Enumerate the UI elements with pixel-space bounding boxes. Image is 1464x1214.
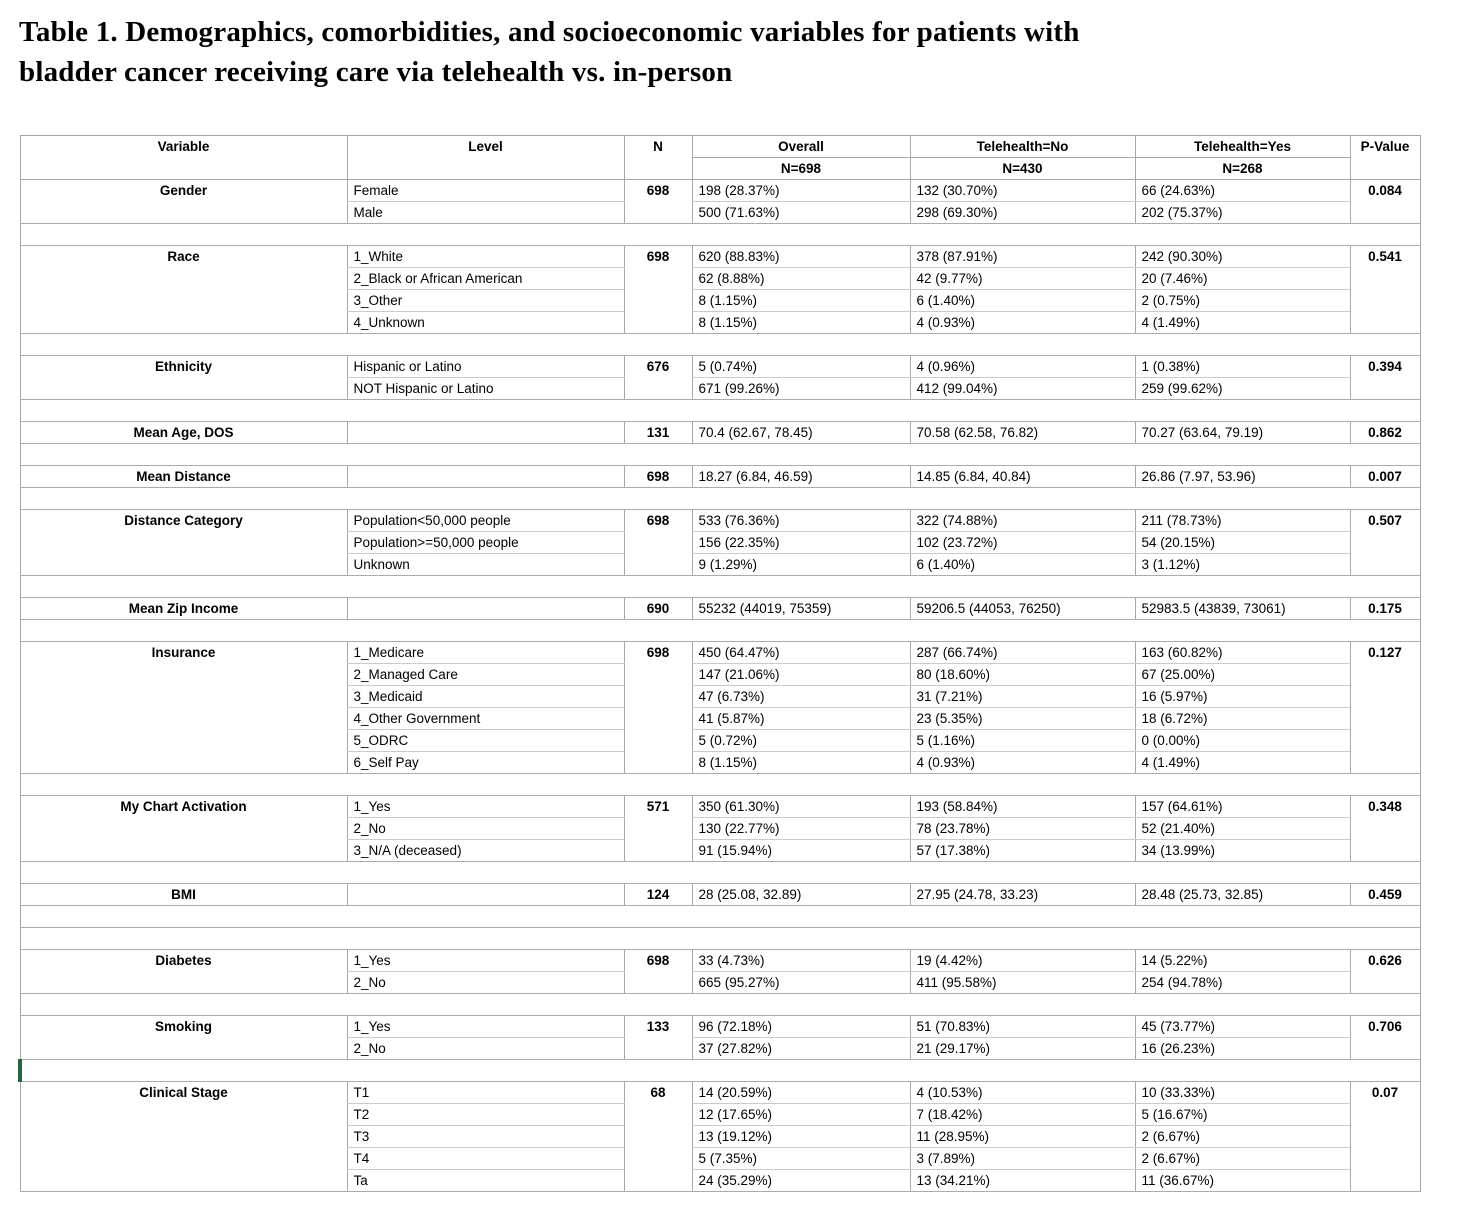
level-cell: 2_Managed Care xyxy=(347,664,624,686)
telehealth-yes-cell: 1 (0.38%) xyxy=(1135,356,1350,378)
overall-cell: 671 (99.26%) xyxy=(692,378,910,400)
telehealth-no-cell: 4 (0.96%) xyxy=(910,356,1135,378)
telehealth-yes-cell: 34 (13.99%) xyxy=(1135,840,1350,862)
p-value-cell: 0.084 xyxy=(1350,180,1420,224)
overall-cell: 70.4 (62.67, 78.45) xyxy=(692,422,910,444)
overall-cell: 130 (22.77%) xyxy=(692,818,910,840)
spacer-cell xyxy=(20,906,1420,928)
table-title-line1: Table 1. Demographics, comorbidities, and socioeconomic variables for patients with xyxy=(19,16,1080,48)
n-cell: 676 xyxy=(624,356,692,400)
header-level: Level xyxy=(347,136,624,180)
overall-cell: 198 (28.37%) xyxy=(692,180,910,202)
telehealth-no-cell: 6 (1.40%) xyxy=(910,554,1135,576)
overall-cell: 91 (15.94%) xyxy=(692,840,910,862)
telehealth-yes-cell: 2 (6.67%) xyxy=(1135,1126,1350,1148)
table-row xyxy=(20,796,1420,818)
overall-cell: 33 (4.73%) xyxy=(692,950,910,972)
telehealth-yes-cell: 45 (73.77%) xyxy=(1135,1016,1350,1038)
spacer-cell xyxy=(20,576,1420,598)
n-cell: 698 xyxy=(624,466,692,488)
spacer-cell xyxy=(20,862,1420,884)
variable-cell: Mean Zip Income xyxy=(20,598,347,620)
telehealth-no-cell: 411 (95.58%) xyxy=(910,972,1135,994)
spacer-cell xyxy=(20,224,1420,246)
variable-cell: Smoking xyxy=(20,1016,347,1060)
level-cell: 2_No xyxy=(347,1038,624,1060)
telehealth-no-cell: 132 (30.70%) xyxy=(910,180,1135,202)
table-row xyxy=(20,422,1420,444)
telehealth-yes-cell: 52 (21.40%) xyxy=(1135,818,1350,840)
spacer-cell xyxy=(20,400,1420,422)
telehealth-no-cell: 57 (17.38%) xyxy=(910,840,1135,862)
level-cell: T1 xyxy=(347,1082,624,1104)
telehealth-yes-cell: 10 (33.33%) xyxy=(1135,1082,1350,1104)
telehealth-no-cell: 298 (69.30%) xyxy=(910,202,1135,224)
p-value-cell: 0.862 xyxy=(1350,422,1420,444)
variable-cell: My Chart Activation xyxy=(20,796,347,862)
telehealth-yes-cell: 2 (6.67%) xyxy=(1135,1148,1350,1170)
p-value-cell: 0.175 xyxy=(1350,598,1420,620)
telehealth-yes-cell: 5 (16.67%) xyxy=(1135,1104,1350,1126)
spacer-cell xyxy=(20,444,1420,466)
table-row xyxy=(20,356,1420,378)
overall-cell: 147 (21.06%) xyxy=(692,664,910,686)
level-cell: 1_Yes xyxy=(347,1016,624,1038)
variable-cell: Ethnicity xyxy=(20,356,347,400)
level-cell: 2_No xyxy=(347,818,624,840)
telehealth-yes-cell: 54 (20.15%) xyxy=(1135,532,1350,554)
p-value-cell: 0.706 xyxy=(1350,1016,1420,1060)
n-cell: 571 xyxy=(624,796,692,862)
table-body xyxy=(20,180,1420,1192)
header-telehealth-no: Telehealth=No xyxy=(910,136,1135,158)
telehealth-no-cell: 287 (66.74%) xyxy=(910,642,1135,664)
demographics-table xyxy=(18,135,1421,1192)
variable-cell: Clinical Stage xyxy=(20,1082,347,1192)
overall-cell: 37 (27.82%) xyxy=(692,1038,910,1060)
telehealth-no-cell: 5 (1.16%) xyxy=(910,730,1135,752)
telehealth-yes-cell: 11 (36.67%) xyxy=(1135,1170,1350,1192)
telehealth-yes-cell: 202 (75.37%) xyxy=(1135,202,1350,224)
table-row xyxy=(20,884,1420,906)
table-title-line2: bladder cancer receiving care via telehealth vs. in-person xyxy=(19,56,733,88)
variable-cell: Race xyxy=(20,246,347,334)
overall-cell: 500 (71.63%) xyxy=(692,202,910,224)
header-telehealth-yes: Telehealth=Yes xyxy=(1135,136,1350,158)
telehealth-yes-cell: 2 (0.75%) xyxy=(1135,290,1350,312)
n-cell: 124 xyxy=(624,884,692,906)
spacer-row xyxy=(20,906,1420,928)
spacer-cell xyxy=(20,334,1420,356)
spacer-row xyxy=(20,488,1420,510)
telehealth-yes-cell: 20 (7.46%) xyxy=(1135,268,1350,290)
p-value-cell: 0.626 xyxy=(1350,950,1420,994)
level-cell xyxy=(347,466,624,488)
n-cell: 131 xyxy=(624,422,692,444)
telehealth-no-cell: 78 (23.78%) xyxy=(910,818,1135,840)
spacer-cell xyxy=(20,994,1420,1016)
telehealth-no-cell: 27.95 (24.78, 33.23) xyxy=(910,884,1135,906)
telehealth-yes-cell: 18 (6.72%) xyxy=(1135,708,1350,730)
level-cell: 6_Self Pay xyxy=(347,752,624,774)
level-cell: NOT Hispanic or Latino xyxy=(347,378,624,400)
overall-cell: 18.27 (6.84, 46.59) xyxy=(692,466,910,488)
spacer-cell xyxy=(20,620,1420,642)
overall-cell: 156 (22.35%) xyxy=(692,532,910,554)
telehealth-no-cell: 42 (9.77%) xyxy=(910,268,1135,290)
telehealth-yes-cell: 16 (26.23%) xyxy=(1135,1038,1350,1060)
n-cell: 698 xyxy=(624,180,692,224)
table-title xyxy=(19,12,1464,92)
level-cell xyxy=(347,884,624,906)
telehealth-yes-cell: 157 (64.61%) xyxy=(1135,796,1350,818)
spacer-cell xyxy=(20,928,1420,950)
level-cell: T2 xyxy=(347,1104,624,1126)
level-cell: Hispanic or Latino xyxy=(347,356,624,378)
telehealth-no-cell: 51 (70.83%) xyxy=(910,1016,1135,1038)
telehealth-no-cell: 193 (58.84%) xyxy=(910,796,1135,818)
overall-cell: 12 (17.65%) xyxy=(692,1104,910,1126)
level-cell: 4_Unknown xyxy=(347,312,624,334)
telehealth-yes-cell: 259 (99.62%) xyxy=(1135,378,1350,400)
telehealth-no-cell: 4 (0.93%) xyxy=(910,312,1135,334)
telehealth-yes-cell: 66 (24.63%) xyxy=(1135,180,1350,202)
telehealth-no-cell: 23 (5.35%) xyxy=(910,708,1135,730)
spacer-row xyxy=(20,1060,1420,1082)
table-row xyxy=(20,598,1420,620)
level-cell: Ta xyxy=(347,1170,624,1192)
header-variable: Variable xyxy=(20,136,347,180)
table-row xyxy=(20,466,1420,488)
p-value-cell: 0.507 xyxy=(1350,510,1420,576)
n-cell: 133 xyxy=(624,1016,692,1060)
overall-cell: 9 (1.29%) xyxy=(692,554,910,576)
overall-cell: 24 (35.29%) xyxy=(692,1170,910,1192)
table-row xyxy=(20,1016,1420,1038)
telehealth-yes-cell: 254 (94.78%) xyxy=(1135,972,1350,994)
overall-cell: 665 (95.27%) xyxy=(692,972,910,994)
telehealth-no-cell: 14.85 (6.84, 40.84) xyxy=(910,466,1135,488)
p-value-cell: 0.07 xyxy=(1350,1082,1420,1192)
telehealth-yes-cell: 70.27 (63.64, 79.19) xyxy=(1135,422,1350,444)
telehealth-no-cell: 3 (7.89%) xyxy=(910,1148,1135,1170)
overall-cell: 5 (0.74%) xyxy=(692,356,910,378)
telehealth-no-cell: 322 (74.88%) xyxy=(910,510,1135,532)
n-cell: 698 xyxy=(624,510,692,576)
telehealth-no-cell: 11 (28.95%) xyxy=(910,1126,1135,1148)
spacer-row xyxy=(20,862,1420,884)
n-cell: 68 xyxy=(624,1082,692,1192)
table-row xyxy=(20,180,1420,202)
spacer-row xyxy=(20,928,1420,950)
overall-cell: 5 (7.35%) xyxy=(692,1148,910,1170)
table-row xyxy=(20,950,1420,972)
table-row xyxy=(20,1082,1420,1104)
n-cell: 698 xyxy=(624,642,692,774)
overall-cell: 350 (61.30%) xyxy=(692,796,910,818)
level-cell: 5_ODRC xyxy=(347,730,624,752)
spacer-row xyxy=(20,576,1420,598)
telehealth-yes-cell: 16 (5.97%) xyxy=(1135,686,1350,708)
telehealth-no-cell: 102 (23.72%) xyxy=(910,532,1135,554)
level-cell xyxy=(347,598,624,620)
table-row xyxy=(20,510,1420,532)
header-n: N xyxy=(624,136,692,180)
telehealth-no-cell: 80 (18.60%) xyxy=(910,664,1135,686)
telehealth-yes-cell: 26.86 (7.97, 53.96) xyxy=(1135,466,1350,488)
telehealth-yes-cell: 4 (1.49%) xyxy=(1135,752,1350,774)
variable-cell: Gender xyxy=(20,180,347,224)
spacer-row xyxy=(20,400,1420,422)
spacer-row xyxy=(20,994,1420,1016)
header-overall: Overall xyxy=(692,136,910,158)
table-header xyxy=(20,136,1420,180)
overall-cell: 47 (6.73%) xyxy=(692,686,910,708)
overall-cell: 41 (5.87%) xyxy=(692,708,910,730)
level-cell: T4 xyxy=(347,1148,624,1170)
overall-cell: 5 (0.72%) xyxy=(692,730,910,752)
overall-cell: 13 (19.12%) xyxy=(692,1126,910,1148)
overall-cell: 14 (20.59%) xyxy=(692,1082,910,1104)
p-value-cell: 0.541 xyxy=(1350,246,1420,334)
telehealth-yes-cell: 28.48 (25.73, 32.85) xyxy=(1135,884,1350,906)
telehealth-no-cell: 59206.5 (44053, 76250) xyxy=(910,598,1135,620)
telehealth-no-cell: 7 (18.42%) xyxy=(910,1104,1135,1126)
spacer-row xyxy=(20,620,1420,642)
header-p-value: P-Value xyxy=(1350,136,1420,180)
variable-cell: Insurance xyxy=(20,642,347,774)
telehealth-yes-cell: 67 (25.00%) xyxy=(1135,664,1350,686)
level-cell: Population<50,000 people xyxy=(347,510,624,532)
telehealth-yes-cell: 14 (5.22%) xyxy=(1135,950,1350,972)
telehealth-yes-cell: 52983.5 (43839, 73061) xyxy=(1135,598,1350,620)
level-cell: Population>=50,000 people xyxy=(347,532,624,554)
level-cell: 1_Yes xyxy=(347,950,624,972)
level-cell: 2_No xyxy=(347,972,624,994)
level-cell: 1_Medicare xyxy=(347,642,624,664)
telehealth-yes-cell: 0 (0.00%) xyxy=(1135,730,1350,752)
telehealth-no-cell: 21 (29.17%) xyxy=(910,1038,1135,1060)
n-cell: 698 xyxy=(624,950,692,994)
overall-cell: 450 (64.47%) xyxy=(692,642,910,664)
level-cell: Female xyxy=(347,180,624,202)
variable-cell: Mean Distance xyxy=(20,466,347,488)
p-value-cell: 0.127 xyxy=(1350,642,1420,774)
header-row-1 xyxy=(20,136,1420,158)
level-cell: 4_Other Government xyxy=(347,708,624,730)
level-cell: 3_Medicaid xyxy=(347,686,624,708)
overall-cell: 28 (25.08, 32.89) xyxy=(692,884,910,906)
p-value-cell: 0.348 xyxy=(1350,796,1420,862)
p-value-cell: 0.394 xyxy=(1350,356,1420,400)
spacer-row xyxy=(20,224,1420,246)
overall-cell: 55232 (44019, 75359) xyxy=(692,598,910,620)
level-cell: 1_Yes xyxy=(347,796,624,818)
telehealth-no-cell: 31 (7.21%) xyxy=(910,686,1135,708)
telehealth-no-cell: 378 (87.91%) xyxy=(910,246,1135,268)
p-value-cell: 0.007 xyxy=(1350,466,1420,488)
variable-cell: Mean Age, DOS xyxy=(20,422,347,444)
header-telehealth-yes-n: N=268 xyxy=(1135,158,1350,180)
header-overall-n: N=698 xyxy=(692,158,910,180)
n-cell: 698 xyxy=(624,246,692,334)
n-cell: 690 xyxy=(624,598,692,620)
telehealth-no-cell: 70.58 (62.58, 76.82) xyxy=(910,422,1135,444)
level-cell: Unknown xyxy=(347,554,624,576)
telehealth-no-cell: 4 (10.53%) xyxy=(910,1082,1135,1104)
telehealth-yes-cell: 242 (90.30%) xyxy=(1135,246,1350,268)
overall-cell: 533 (76.36%) xyxy=(692,510,910,532)
overall-cell: 8 (1.15%) xyxy=(692,312,910,334)
spacer-row xyxy=(20,444,1420,466)
spacer-row xyxy=(20,774,1420,796)
level-cell xyxy=(347,422,624,444)
overall-cell: 8 (1.15%) xyxy=(692,290,910,312)
overall-cell: 96 (72.18%) xyxy=(692,1016,910,1038)
telehealth-no-cell: 412 (99.04%) xyxy=(910,378,1135,400)
spacer-cell xyxy=(20,774,1420,796)
variable-cell: Distance Category xyxy=(20,510,347,576)
variable-cell: BMI xyxy=(20,884,347,906)
header-telehealth-no-n: N=430 xyxy=(910,158,1135,180)
spacer-cell xyxy=(20,488,1420,510)
overall-cell: 8 (1.15%) xyxy=(692,752,910,774)
spacer-row xyxy=(20,334,1420,356)
level-cell: Male xyxy=(347,202,624,224)
table-row xyxy=(20,642,1420,664)
level-cell: 2_Black or African American xyxy=(347,268,624,290)
level-cell: T3 xyxy=(347,1126,624,1148)
telehealth-no-cell: 19 (4.42%) xyxy=(910,950,1135,972)
telehealth-yes-cell: 4 (1.49%) xyxy=(1135,312,1350,334)
level-cell: 1_White xyxy=(347,246,624,268)
level-cell: 3_Other xyxy=(347,290,624,312)
telehealth-yes-cell: 211 (78.73%) xyxy=(1135,510,1350,532)
telehealth-yes-cell: 3 (1.12%) xyxy=(1135,554,1350,576)
telehealth-no-cell: 13 (34.21%) xyxy=(910,1170,1135,1192)
variable-cell: Diabetes xyxy=(20,950,347,994)
telehealth-yes-cell: 163 (60.82%) xyxy=(1135,642,1350,664)
overall-cell: 62 (8.88%) xyxy=(692,268,910,290)
table-row xyxy=(20,246,1420,268)
telehealth-no-cell: 4 (0.93%) xyxy=(910,752,1135,774)
telehealth-no-cell: 6 (1.40%) xyxy=(910,290,1135,312)
level-cell: 3_N/A (deceased) xyxy=(347,840,624,862)
p-value-cell: 0.459 xyxy=(1350,884,1420,906)
cursor-artifact xyxy=(20,1060,1420,1082)
overall-cell: 620 (88.83%) xyxy=(692,246,910,268)
